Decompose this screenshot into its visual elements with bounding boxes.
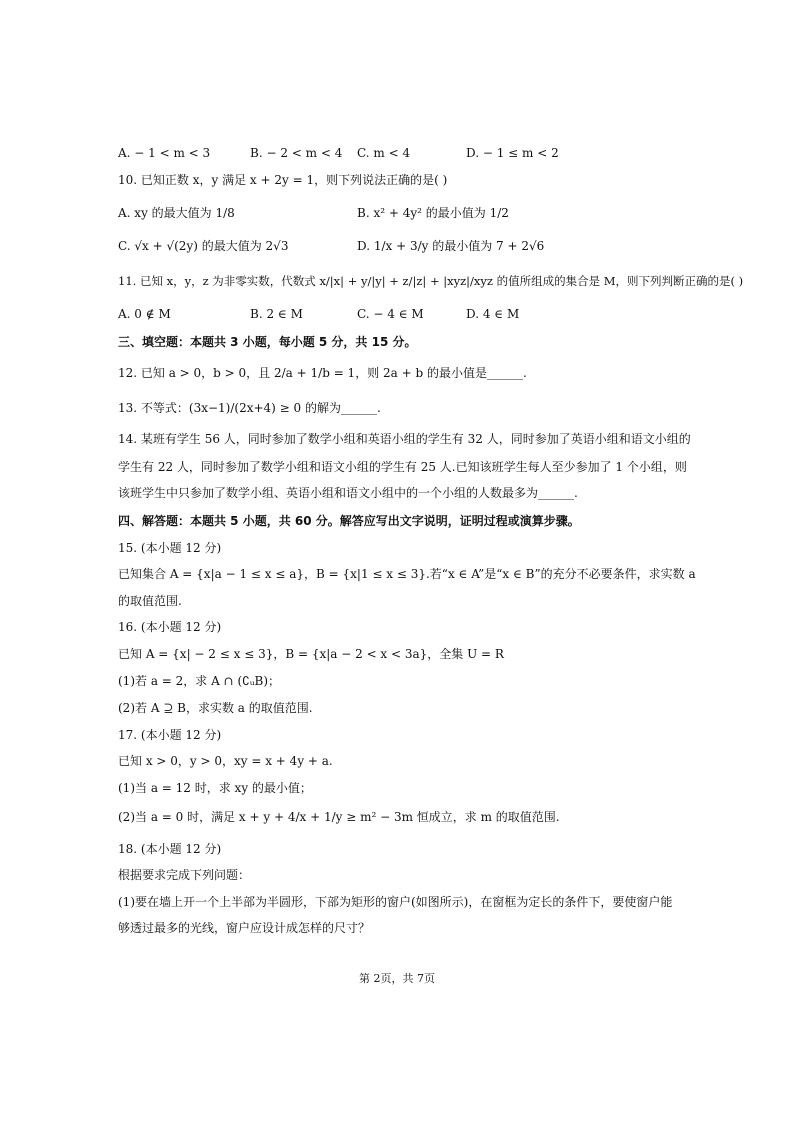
q9-option-a: A. − 1 < m < 3 [118,146,211,160]
q10-option-c: C. √x + √(2y) 的最大值为 2√3 [118,239,289,253]
q17-line-2: (1)当 a = 12 时，求 xy 的最小值； [118,781,312,795]
q17-line-1: 已知 x > 0，y > 0，xy = x + 4y + a. [118,754,333,768]
q14-line-3: 该班学生中只参加了数学小组、英语小组和语文小组中的一个小组的人数最多为______. [118,486,578,500]
q18-line-1: 根据要求完成下列问题： [118,868,251,882]
q9-option-c: C. m < 4 [357,146,411,160]
q16-line-2: (1)若 a = 2，求 A ∩ (∁ᵤB)； [118,674,281,688]
q18-heading: 18. (本小题 12 分) [118,842,222,856]
q15-line-2: 的取值范围. [118,594,182,608]
q9-option-b: B. − 2 < m < 4 [250,146,343,160]
q11-stem: 11. 已知 x，y，z 为非零实数，代数式 x/|x| + y/|y| + z/|z| + |xyz|/xyz 的值所组成的集合是 M，则下列判断正确的是( ) [118,274,744,288]
section-heading-solutions: 四、解答题：本题共 5 小题，共 60 分。解答应写出文字说明，证明过程或演算步骤。 [118,514,580,528]
q10-option-d: D. 1/x + 3/y 的最小值为 7 + 2√6 [357,239,545,253]
q11-option-b: B. 2 ∈ M [250,307,303,321]
q12: 12. 已知 a > 0，b > 0，且 2/a + 1/b = 1，则 2a + b 的最小值是______. [118,366,527,380]
q10-option-a: A. xy 的最大值为 1/8 [118,206,235,220]
q16-line-1: 已知 A = {x| − 2 ≤ x ≤ 3}，B = {x|a − 2 < x < 3a}，全集 U = R [118,647,504,661]
q18-line-3: 够透过最多的光线，窗户应设计成怎样的尺寸？ [118,921,371,935]
q16-line-3: (2)若 A ⊇ B，求实数 a 的取值范围. [118,701,313,715]
q11-option-c: C. − 4 ∈ M [357,307,424,321]
q13: 13. 不等式：(3x−1)/(2x+4) ≥ 0 的解为______. [118,401,381,415]
q11-option-a: A. 0 ∉ M [118,307,171,321]
q15-line-1: 已知集合 A = {x|a − 1 ≤ x ≤ a}，B = {x|1 ≤ x ≤ 3}.若“x ∈ A”是“x ∈ B”的充分不必要条件，求实数 a [118,567,696,581]
q15-heading: 15. (本小题 12 分) [118,541,222,555]
q10-option-b: B. x² + 4y² 的最小值为 1/2 [357,206,509,220]
q9-option-d: D. − 1 ≤ m < 2 [466,146,559,160]
q17-line-3: (2)当 a = 0 时，满足 x + y + 4/x + 1/y ≥ m² − 3m 恒成立，求 m 的取值范围. [118,810,560,824]
q11-option-d: D. 4 ∈ M [466,307,520,321]
q14-line-1: 14. 某班有学生 56 人，同时参加了数学小组和英语小组的学生有 32 人，同时参加了英语小组和语文小组的 [118,432,691,446]
page-footer: 第 2页，共 7页 [359,972,435,985]
q14-line-2: 学生有 22 人，同时参加了数学小组和语文小组的学生有 25 人.已知该班学生每人至少参加了 1 个小组，则 [118,460,687,474]
q17-heading: 17. (本小题 12 分) [118,728,222,742]
q16-heading: 16. (本小题 12 分) [118,620,222,634]
section-heading-fill-in: 三、填空题：本题共 3 小题，每小题 5 分，共 15 分。 [118,335,417,349]
q10-stem: 10. 已知正数 x，y 满足 x + 2y = 1，则下列说法正确的是( ) [118,173,448,187]
q18-line-2: (1)要在墙上开一个上半部为半圆形，下部为矩形的窗户(如图所示)，在窗框为定长的条件下，要使窗户能 [118,895,673,909]
